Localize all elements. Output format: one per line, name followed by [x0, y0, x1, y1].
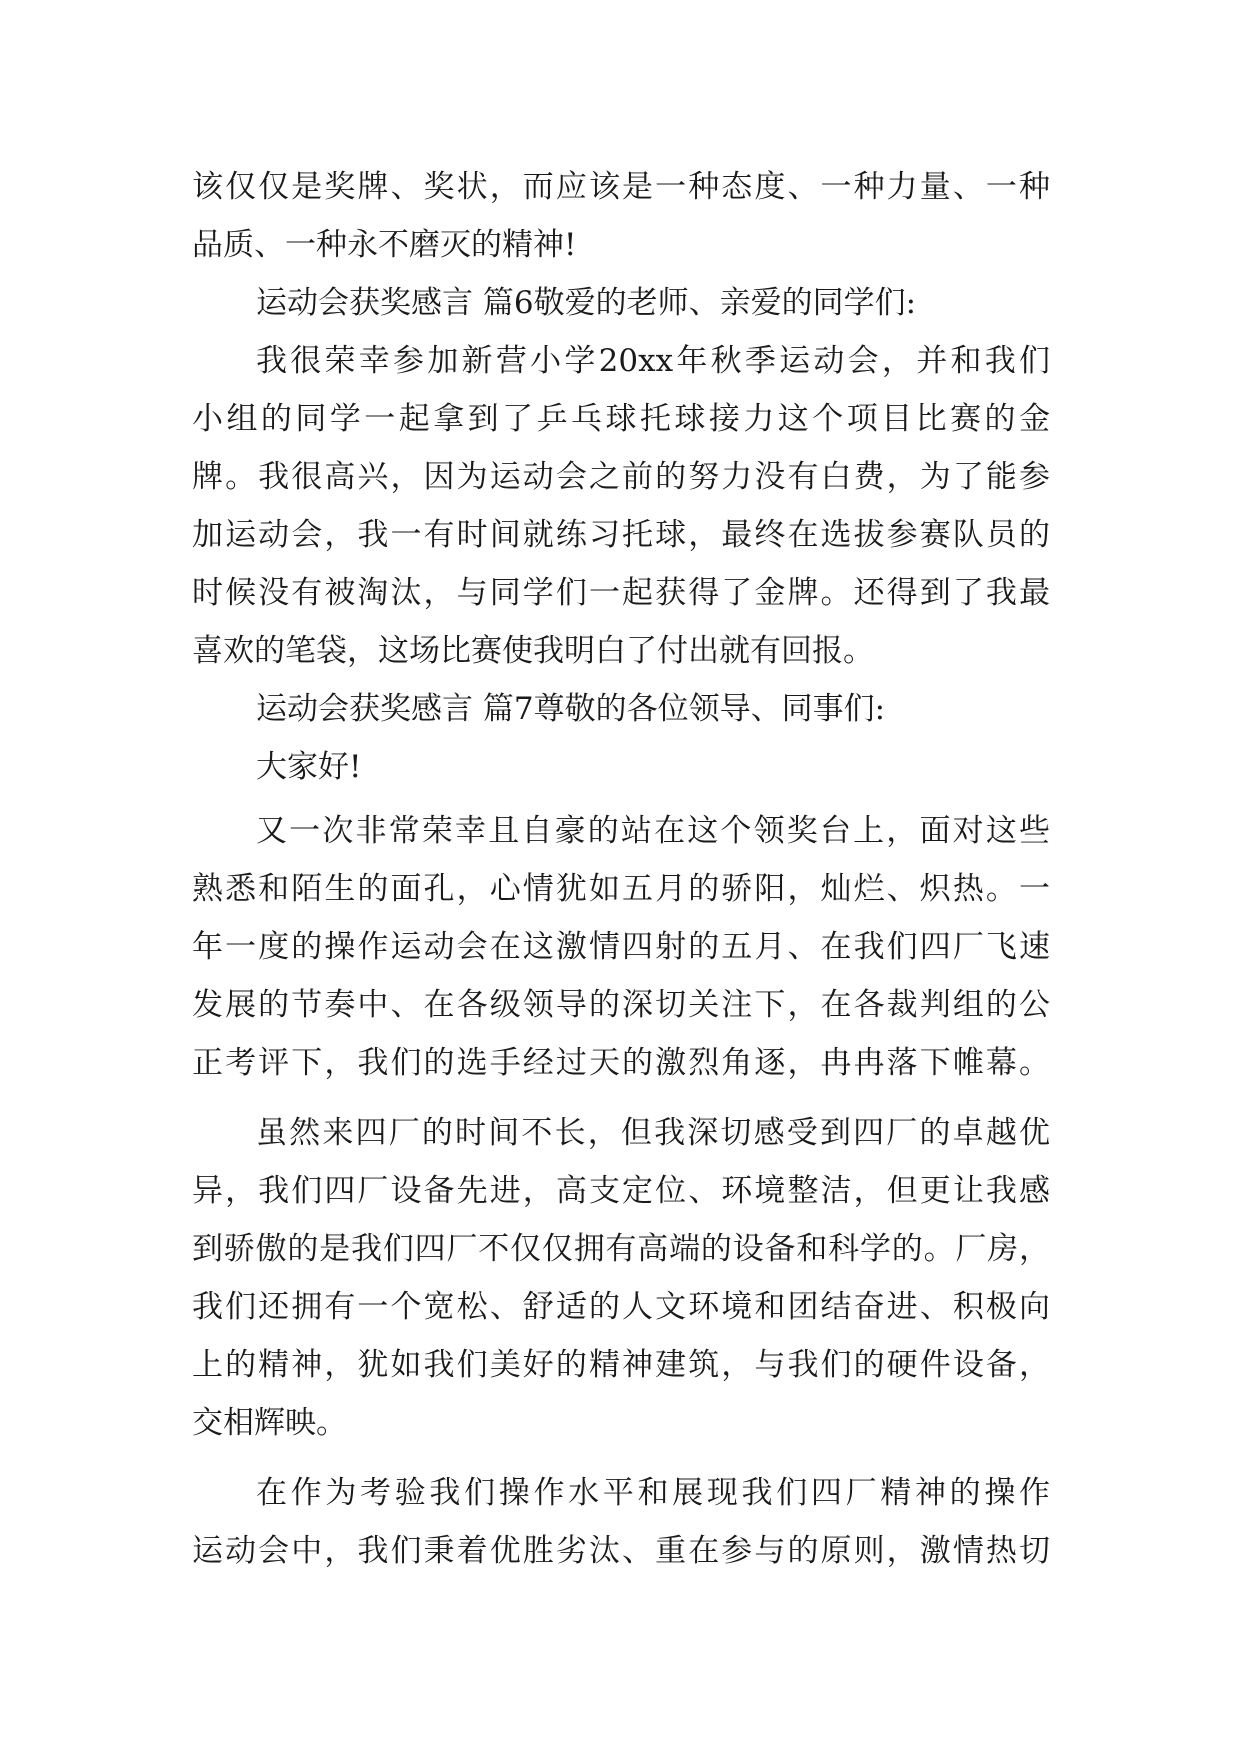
section-heading: 运动会获奖感言 篇7尊敬的各位领导、同事们: [256, 691, 886, 727]
section-heading: 运动会获奖感言 篇6敬爱的老师、亲爱的同学们: [256, 285, 917, 321]
text-line: 我们还拥有一个宽松、舒适的人文环境和团结奋进、积极向 [192, 1289, 1050, 1325]
text-line: 熟悉和陌生的面孔，心情犹如五月的骄阳，灿烂、炽热。一 [192, 871, 1050, 907]
text-line: 在作为考验我们操作水平和展现我们四厂精神的操作 [256, 1475, 1050, 1511]
text-line: 交相辉映。 [192, 1405, 347, 1441]
text-line: 又一次非常荣幸且自豪的站在这个领奖台上，面对这些 [256, 813, 1050, 849]
text-line: 时候没有被淘汰，与同学们一起获得了金牌。还得到了我最 [192, 575, 1050, 611]
document-body [192, 158, 1050, 1580]
text-line: 运动会中，我们秉着优胜劣汰、重在参与的原则，激情热切 [192, 1533, 1050, 1569]
text-line: 小组的同学一起拿到了乒乓球托球接力这个项目比赛的金 [192, 401, 1050, 437]
text-line: 发展的节奏中、在各级领导的深切关注下，在各裁判组的公 [192, 987, 1050, 1023]
text-line: 上的精神，犹如我们美好的精神建筑，与我们的硬件设备， [192, 1347, 1050, 1383]
text-line: 加运动会，我一有时间就练习托球，最终在选拔参赛队员的 [192, 517, 1050, 553]
text-line: 异，我们四厂设备先进，高支定位、环境整洁，但更让我感 [192, 1173, 1050, 1209]
text-line: 喜欢的笔袋，这场比赛使我明白了付出就有回报。 [192, 633, 874, 669]
text-line: 牌。我很高兴，因为运动会之前的努力没有白费，为了能参 [192, 459, 1050, 495]
greeting-line: 大家好! [256, 749, 362, 785]
text-line: 品质、一种永不磨灭的精神! [192, 227, 577, 263]
text-line: 年一度的操作运动会在这激情四射的五月、在我们四厂飞速 [192, 929, 1050, 965]
text-line: 该仅仅是奖牌、奖状，而应该是一种态度、一种力量、一种 [192, 169, 1050, 205]
text-line: 正考评下，我们的选手经过天的激烈角逐，冉冉落下帷幕。 [192, 1045, 1050, 1081]
text-line: 虽然来四厂的时间不长，但我深切感受到四厂的卓越优 [256, 1115, 1050, 1151]
text-line: 我很荣幸参加新营小学20xx年秋季运动会，并和我们 [256, 343, 1050, 379]
text-line: 到骄傲的是我们四厂不仅仅拥有高端的设备和科学的。厂房， [192, 1231, 1050, 1267]
